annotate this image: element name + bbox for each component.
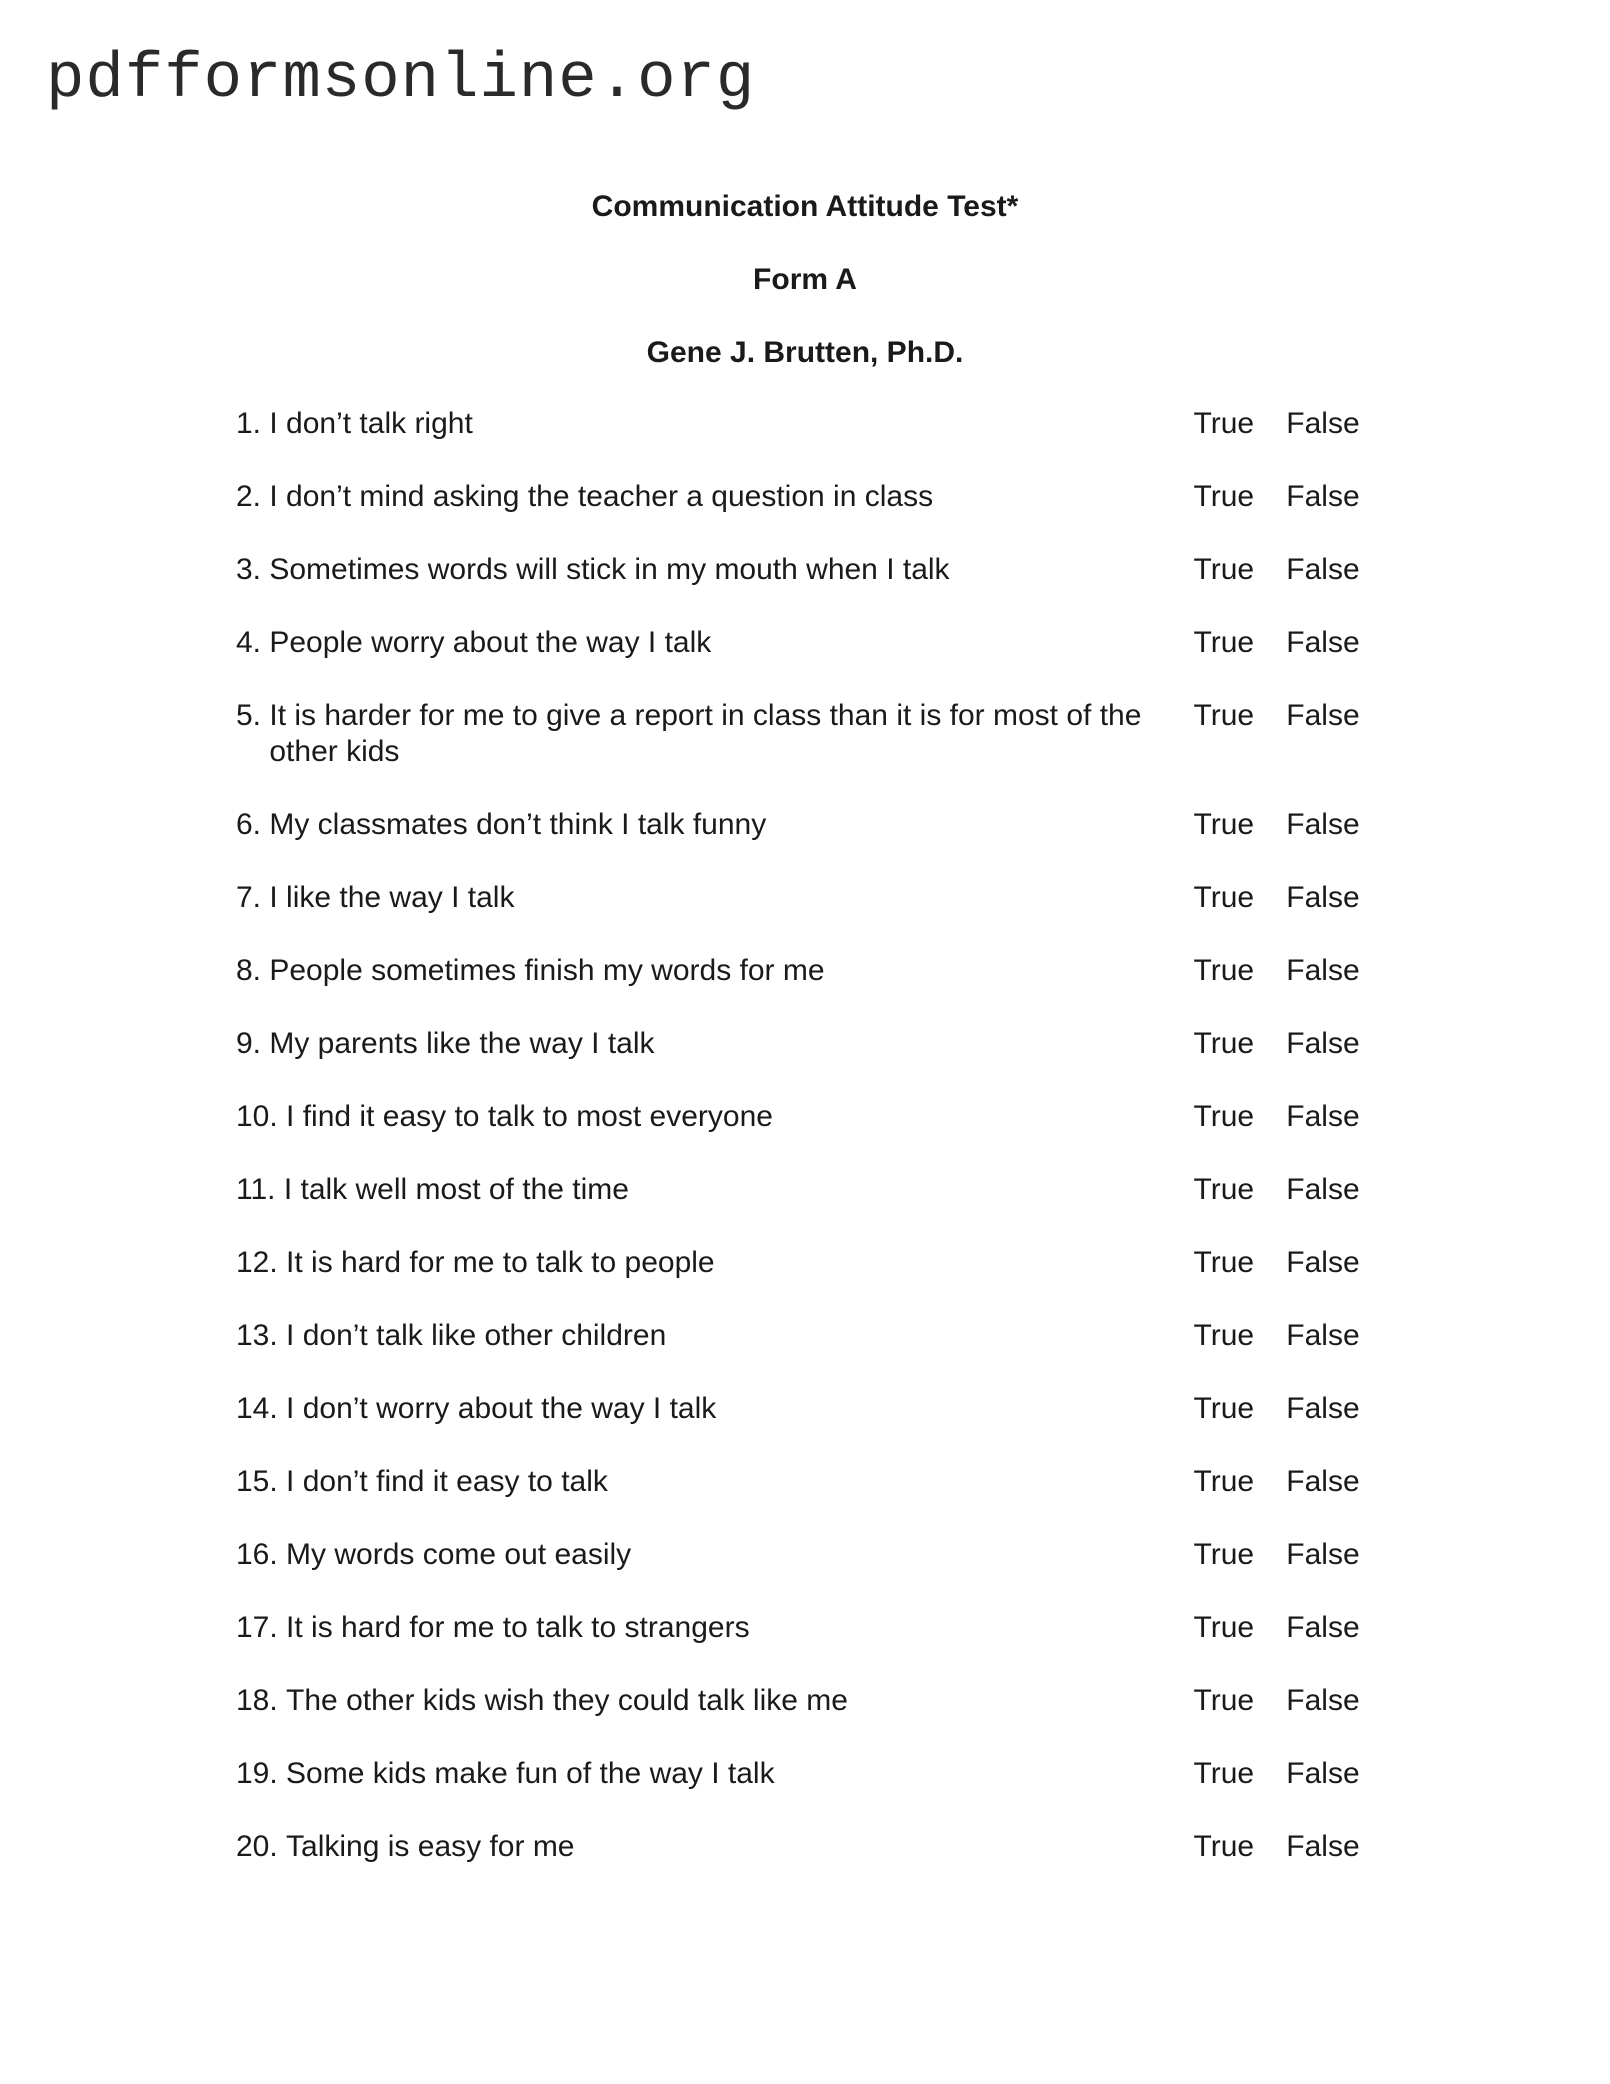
author-line: Gene J. Brutten, Ph.D.: [646, 336, 964, 369]
option-false[interactable]: False: [1286, 553, 1360, 586]
question-number: 12.: [236, 1246, 287, 1279]
option-true[interactable]: True: [1193, 881, 1255, 914]
questionnaire-list: [236, 406, 1396, 1902]
question-text: I don’t talk right: [269, 407, 473, 440]
question-row: [236, 1245, 1396, 1281]
question-text: I don’t worry about the way I talk: [286, 1392, 717, 1425]
question-text: People worry about the way I talk: [269, 626, 712, 659]
question-statement: [236, 880, 1194, 916]
question-text: It is harder for me to give a report in class than it is for most of the other kids: [269, 699, 1142, 768]
question-row: [236, 1464, 1396, 1500]
question-row: [236, 1172, 1396, 1208]
option-true[interactable]: True: [1193, 1246, 1255, 1279]
question-statement: [236, 1683, 1194, 1719]
question-statement: [236, 807, 1194, 843]
question-row: [236, 1026, 1396, 1062]
option-false[interactable]: False: [1286, 954, 1360, 987]
question-text: I talk well most of the time: [283, 1173, 629, 1206]
option-false[interactable]: False: [1286, 626, 1360, 659]
question-text: I like the way I talk: [269, 881, 515, 914]
option-true[interactable]: True: [1193, 1173, 1255, 1206]
question-text: It is hard for me to talk to people: [286, 1246, 715, 1279]
option-true[interactable]: True: [1193, 407, 1255, 440]
question-row: [236, 1683, 1396, 1719]
option-false[interactable]: False: [1286, 881, 1360, 914]
watermark: pdfformsonline.org: [46, 44, 756, 116]
option-false[interactable]: False: [1286, 1319, 1360, 1352]
question-number: 15.: [236, 1465, 287, 1498]
question-row: [236, 552, 1396, 588]
question-text: My words come out easily: [286, 1538, 632, 1571]
question-row: [236, 406, 1396, 442]
question-number: 6.: [236, 808, 270, 841]
option-false[interactable]: False: [1286, 1246, 1360, 1279]
question-text: Some kids make fun of the way I talk: [286, 1757, 775, 1790]
option-true[interactable]: True: [1193, 1684, 1255, 1717]
option-false[interactable]: False: [1286, 1173, 1360, 1206]
question-text: I don’t mind asking the teacher a question in class: [269, 480, 934, 513]
question-text: The other kids wish they could talk like me: [286, 1684, 848, 1717]
option-true[interactable]: True: [1193, 1392, 1255, 1425]
question-number: 2.: [236, 480, 270, 513]
option-true[interactable]: True: [1193, 1465, 1255, 1498]
question-statement: [236, 698, 1194, 770]
question-number: 17.: [236, 1611, 287, 1644]
question-row: [236, 1391, 1396, 1427]
question-statement: [236, 1610, 1194, 1646]
question-row: [236, 479, 1396, 515]
question-statement: [236, 406, 1194, 442]
question-statement: [236, 1756, 1194, 1792]
option-false[interactable]: False: [1286, 1027, 1360, 1060]
question-number: 11.: [236, 1173, 284, 1206]
option-true[interactable]: True: [1193, 1100, 1255, 1133]
question-text: Talking is easy for me: [286, 1830, 575, 1863]
question-number: 8.: [236, 954, 270, 987]
question-number: 16.: [236, 1538, 287, 1571]
option-false[interactable]: False: [1286, 407, 1360, 440]
option-true[interactable]: True: [1193, 1319, 1255, 1352]
question-number: 10.: [236, 1100, 287, 1133]
option-true[interactable]: True: [1193, 626, 1255, 659]
question-row: [236, 953, 1396, 989]
question-statement: [236, 552, 1194, 588]
question-number: 19.: [236, 1757, 287, 1790]
question-number: 20.: [236, 1830, 287, 1863]
question-text: My parents like the way I talk: [269, 1027, 655, 1060]
option-false[interactable]: False: [1286, 1538, 1360, 1571]
question-text: I don’t find it easy to talk: [286, 1465, 608, 1498]
question-statement: [236, 1464, 1194, 1500]
question-row: [236, 1756, 1396, 1792]
option-true[interactable]: True: [1193, 1611, 1255, 1644]
question-row: [236, 625, 1396, 661]
page-title: Communication Attitude Test*: [591, 190, 1019, 223]
option-true[interactable]: True: [1193, 699, 1255, 732]
question-text: Sometimes words will stick in my mouth when I talk: [269, 553, 950, 586]
option-true[interactable]: True: [1193, 954, 1255, 987]
question-row: [236, 1537, 1396, 1573]
option-true[interactable]: True: [1193, 808, 1255, 841]
option-false[interactable]: False: [1286, 1465, 1360, 1498]
option-false[interactable]: False: [1286, 1100, 1360, 1133]
form-label: Form A: [753, 263, 857, 296]
option-true[interactable]: True: [1193, 480, 1255, 513]
question-row: [236, 698, 1396, 770]
option-false[interactable]: False: [1286, 1611, 1360, 1644]
question-statement: [236, 953, 1194, 989]
option-true[interactable]: True: [1193, 1027, 1255, 1060]
question-statement: [236, 1245, 1194, 1281]
option-false[interactable]: False: [1286, 480, 1360, 513]
option-false[interactable]: False: [1286, 1392, 1360, 1425]
question-number: 13.: [236, 1319, 287, 1352]
question-row: [236, 1610, 1396, 1646]
question-text: People sometimes finish my words for me: [269, 954, 825, 987]
question-row: [236, 1829, 1396, 1865]
question-statement: [236, 1172, 1194, 1208]
question-row: [236, 1099, 1396, 1135]
option-true[interactable]: True: [1193, 1538, 1255, 1571]
question-statement: [236, 1537, 1194, 1573]
question-statement: [236, 1391, 1194, 1427]
question-row: [236, 880, 1396, 916]
question-text: I don’t talk like other children: [286, 1319, 667, 1352]
question-statement: [236, 1829, 1194, 1865]
question-number: 14.: [236, 1392, 287, 1425]
question-statement: [236, 1318, 1194, 1354]
question-number: 4.: [236, 626, 270, 659]
question-number: 7.: [236, 881, 270, 914]
question-statement: [236, 625, 1194, 661]
question-number: 9.: [236, 1027, 270, 1060]
option-true[interactable]: True: [1193, 1757, 1255, 1790]
question-text: My classmates don’t think I talk funny: [269, 808, 767, 841]
question-row: [236, 807, 1396, 843]
option-false[interactable]: False: [1286, 1757, 1360, 1790]
question-number: 18.: [236, 1684, 287, 1717]
question-statement: [236, 1099, 1194, 1135]
question-text: It is hard for me to talk to strangers: [286, 1611, 750, 1644]
question-statement: [236, 1026, 1194, 1062]
question-number: 1.: [236, 407, 270, 440]
question-row: [236, 1318, 1396, 1354]
question-statement: [236, 479, 1194, 515]
option-true[interactable]: True: [1193, 1830, 1255, 1863]
option-false[interactable]: False: [1286, 1684, 1360, 1717]
option-false[interactable]: False: [1286, 1830, 1360, 1863]
option-false[interactable]: False: [1286, 699, 1360, 732]
question-number: 5.: [236, 699, 270, 732]
question-number: 3.: [236, 553, 270, 586]
option-false[interactable]: False: [1286, 808, 1360, 841]
question-text: I find it easy to talk to most everyone: [286, 1100, 773, 1133]
option-true[interactable]: True: [1193, 553, 1255, 586]
